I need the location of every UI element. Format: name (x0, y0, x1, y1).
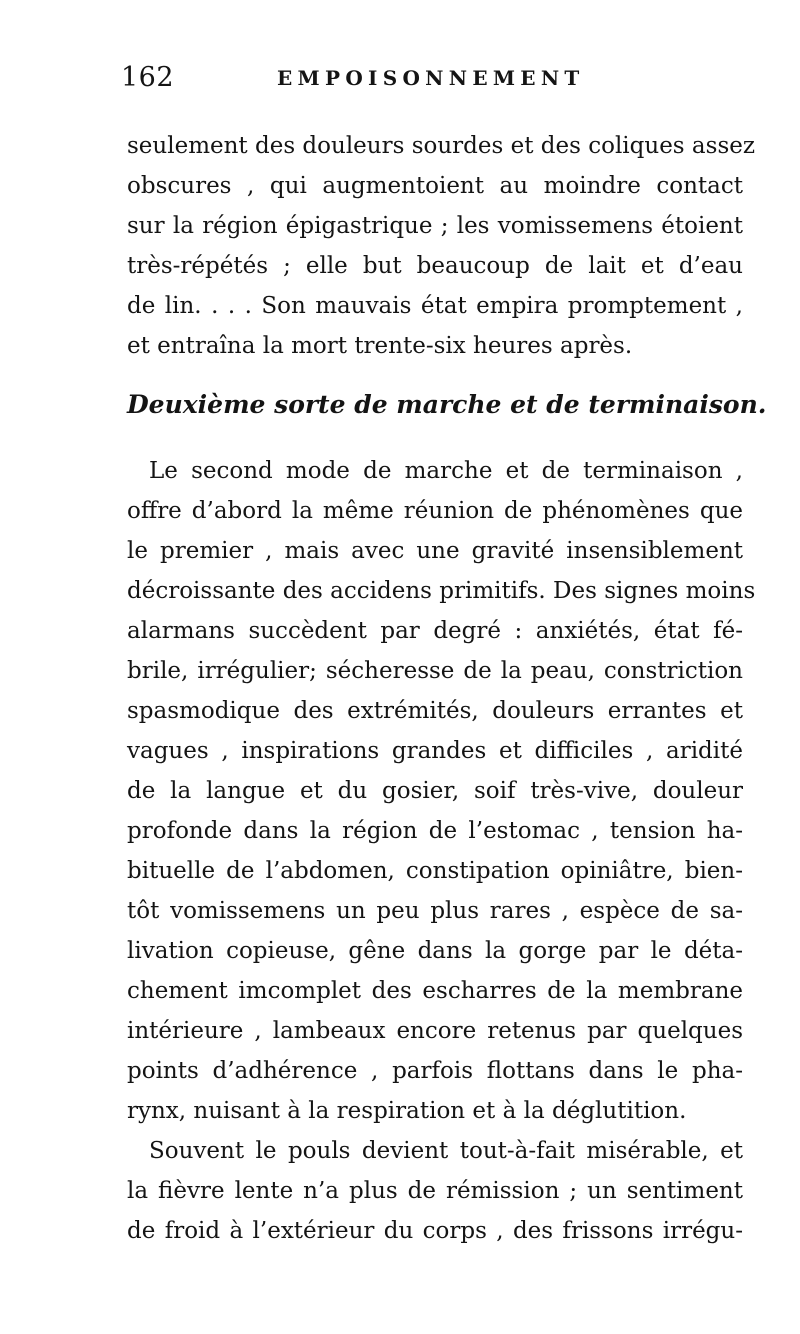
body-text (127, 126, 767, 1251)
text-line: alarmans succèdent par degré : anxiétés, état fé- (127, 618, 743, 644)
text-line: offre d’abord la même réunion de phénomènes que (127, 498, 743, 524)
text-line: le premier , mais avec une gravité insensiblement (127, 538, 743, 564)
text-line: tôt vomissemens un peu plus rares , espèce de sa- (127, 898, 743, 924)
text-line: sur la région épigastrique ; les vomissemens étoient (127, 213, 743, 239)
text-line: vagues , inspirations grandes et difficiles , aridité (127, 738, 743, 764)
text-line: et entraîna la mort trente-six heures après. (127, 333, 633, 359)
text-line: de froid à l’extérieur du corps , des frissons irrégu- (127, 1218, 743, 1244)
section-heading: Deuxième sorte de marche et de terminaison. (127, 390, 767, 419)
text-line: points d’adhérence , parfois flottans dans le pha- (127, 1058, 743, 1084)
text-line: Souvent le pouls devient tout-à-fait misérable, et (149, 1138, 743, 1164)
text-line: de la langue et du gosier, soif très-vive, douleur (127, 778, 743, 804)
paragraph-3 (127, 1131, 743, 1251)
text-line: intérieure , lambeaux encore retenus par quelques (127, 1018, 743, 1044)
text-line: la fièvre lente n’a plus de rémission ; un sentiment (127, 1178, 743, 1204)
text-line: Le second mode de marche et de terminaison , (149, 458, 743, 484)
text-line: décroissante des accidens primitifs. Des signes moins (127, 578, 756, 604)
text-line: rynx, nuisant à la respiration et à la déglutition. (127, 1098, 687, 1124)
text-line: très-répétés ; elle but beaucoup de lait et d’eau (127, 253, 743, 279)
text-line: brile, irrégulier; sécheresse de la peau, constriction (127, 658, 743, 684)
text-line: spasmodique des extrémités, douleurs errantes et (127, 698, 743, 724)
text-line: livation copieuse, gêne dans la gorge par le déta- (127, 938, 743, 964)
page-header (121, 58, 741, 98)
paragraph-2 (127, 451, 756, 1131)
page-number: 162 (121, 62, 175, 93)
text-line: chement imcomplet des escharres de la membrane (127, 978, 743, 1004)
text-line: profonde dans la région de l’estomac , tension ha- (127, 818, 743, 844)
paragraph-1 (127, 126, 755, 366)
text-line: de lin. . . . Son mauvais état empira promptement , (127, 293, 743, 319)
text-line: obscures , qui augmentoient au moindre contact (127, 173, 743, 199)
running-head: EMPOISONNEMENT (277, 66, 585, 90)
text-line: bituelle de l’abdomen, constipation opiniâtre, bien- (127, 858, 743, 884)
text-line: seulement des douleurs sourdes et des coliques assez (127, 133, 755, 159)
